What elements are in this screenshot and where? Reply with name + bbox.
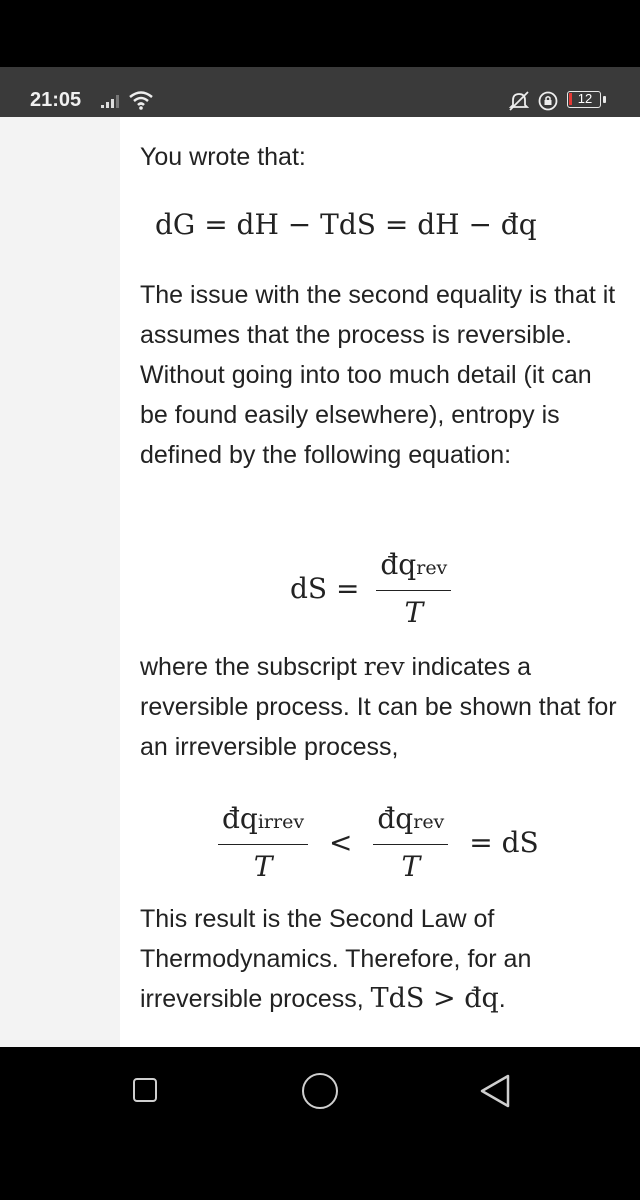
- para3-inequality: TdS > đq: [370, 983, 499, 1014]
- status-time: 21:05: [30, 89, 82, 111]
- intro-text: You wrote that:: [140, 143, 306, 171]
- lock-icon: [538, 91, 558, 111]
- equation-clausius-inequality: [218, 799, 539, 887]
- battery-icon: [567, 91, 601, 108]
- back-icon[interactable]: [478, 1073, 512, 1109]
- eq3-fraction-rev: [373, 799, 448, 887]
- wifi-icon: [128, 90, 154, 110]
- answer-content[interactable]: [0, 117, 640, 1047]
- equation-gibbs: dG = dH − TdS = dH − đq: [155, 208, 537, 241]
- para2-text-a: where the subscript: [140, 653, 364, 681]
- para2-text-b: indicates a reversible process. It can be shown that for an irreversible process,: [140, 653, 617, 761]
- top-black-band: [0, 0, 640, 67]
- signal-icon: [101, 94, 123, 108]
- status-bar: [0, 67, 640, 117]
- navigation-bar: [0, 1047, 640, 1200]
- eq2-denominator: T: [404, 596, 424, 629]
- para3-period: .: [498, 985, 506, 1013]
- eq2-fraction: [376, 545, 451, 633]
- recent-apps-icon[interactable]: [133, 1078, 157, 1102]
- battery-level: 12: [577, 91, 593, 106]
- paragraph-reversibility: The issue with the second equality is that it assumes that the process is reversible. Without going into too much detail (it can be found easily elsewhere), entropy is defined by the following equation:: [140, 281, 616, 469]
- home-icon[interactable]: [302, 1073, 338, 1109]
- eq2-numerator: đq: [380, 548, 417, 581]
- eq3-numerator-1-sub: irrev: [257, 811, 305, 833]
- paragraph-subscript: [140, 647, 620, 767]
- eq2-numerator-sub: rev: [416, 557, 448, 579]
- battery-tip: [603, 96, 606, 103]
- equation-entropy-definition: [290, 545, 451, 633]
- eq3-numerator-2-sub: rev: [413, 811, 445, 833]
- eq3-less-than: <: [329, 826, 353, 859]
- paragraph-second-law: [140, 899, 620, 1019]
- mute-icon: [508, 91, 530, 111]
- eq2-lhs: dS =: [290, 572, 360, 605]
- eq3-numerator-1: đq: [222, 802, 258, 835]
- eq3-fraction-irrev: [218, 799, 308, 887]
- eq3-denominator-2: T: [401, 850, 421, 883]
- eq3-numerator-2: đq: [377, 802, 414, 835]
- para3-text: This result is the Second Law of Thermodynamics. Therefore, for an irreversible process,: [140, 905, 532, 1013]
- para2-subscript-rev: rev: [363, 652, 405, 681]
- eq3-rhs: = dS: [469, 826, 539, 859]
- eq3-denominator-1: T: [253, 850, 273, 883]
- left-gutter: [0, 117, 120, 1047]
